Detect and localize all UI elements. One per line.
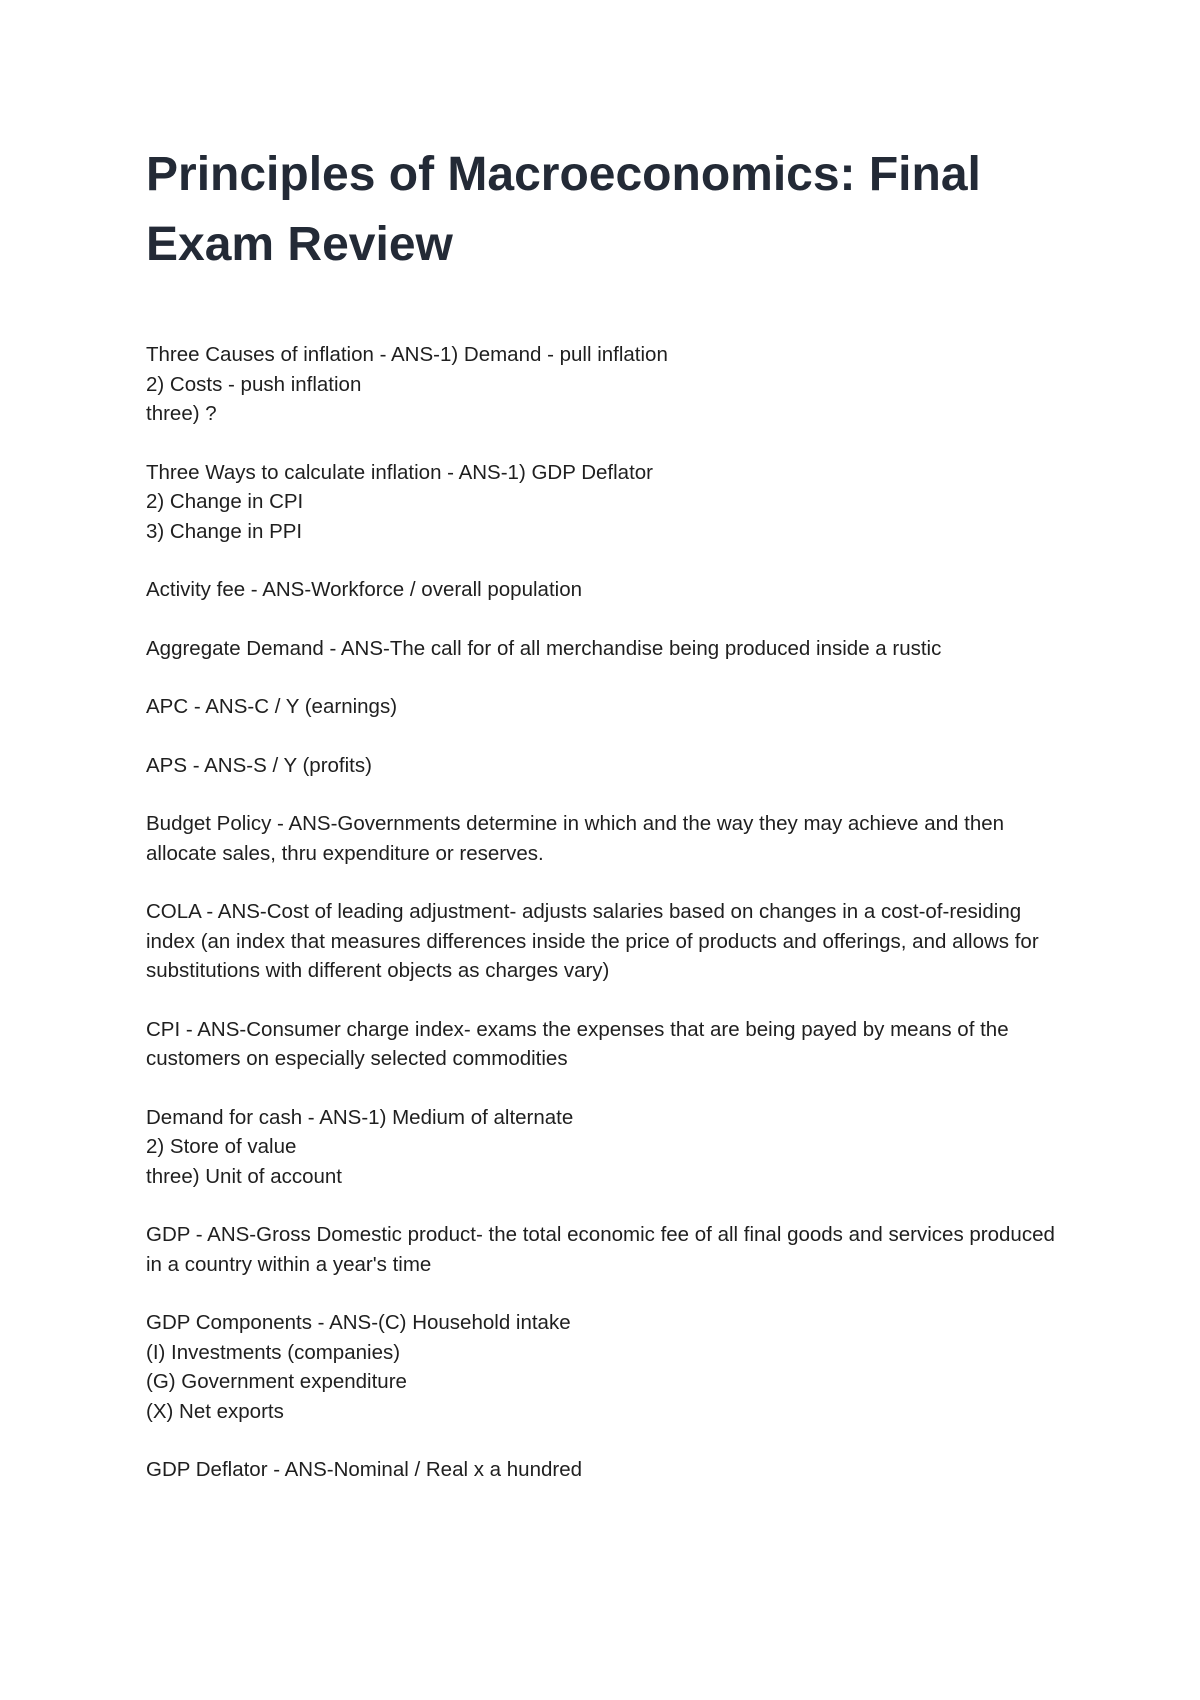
- entry-line: APC - ANS-C / Y (earnings): [146, 695, 398, 718]
- entry-line: COLA - ANS-Cost of leading adjustment- adjusts salaries based on changes in a cost-of-residing index (an index that measures differences inside the price of products and offerings, and allows for substitutions with different objects as charges vary): [146, 900, 1039, 982]
- entry-line: 2) Costs - push inflation: [146, 372, 362, 396]
- entry-causes-of-inflation: [146, 340, 1066, 429]
- entry-cpi: [146, 1015, 1066, 1074]
- entry-demand-for-cash: [146, 1103, 1066, 1192]
- entry-line: 3) Change in PPI: [146, 519, 303, 543]
- entry-line: GDP Deflator - ANS-Nominal / Real x a hundred: [146, 1458, 583, 1481]
- entry-line: GDP - ANS-Gross Domestic product- the total economic fee of all final goods and services produced in a country within a year's time: [146, 1223, 1055, 1276]
- entry-line: CPI - ANS-Consumer charge index- exams the expenses that are being payed by means of the customers on especially selected commodities: [146, 1017, 1009, 1070]
- entry-line: 2) Store of value: [146, 1135, 297, 1158]
- entry-aggregate-demand: [146, 634, 1066, 664]
- document-title: Principles of Macroeconomics: Final Exam Review: [146, 148, 981, 271]
- entry-line: Three Ways to calculate inflation - ANS-1) GDP Deflator: [146, 460, 654, 484]
- entry-line: Three Causes of inflation - ANS-1) Demand - pull inflation: [146, 343, 668, 366]
- entry-line: 2) Change in CPI: [146, 490, 304, 513]
- entry-cola: [146, 897, 1066, 986]
- entry-line: three) ?: [146, 402, 217, 425]
- entry-ways-to-calculate-inflation: [146, 458, 1066, 547]
- entry-line: Budget Policy - ANS-Governments determine in which and the way they may achieve and then allocate sales, thru expenditure or reserves.: [146, 812, 1005, 865]
- entry-activity-fee: [146, 575, 1066, 605]
- entry-line: APS - ANS-S / Y (profits): [146, 753, 372, 777]
- entry-line: GDP Components - ANS-(C) Household intake: [146, 1311, 571, 1334]
- entry-gdp-components: [146, 1308, 1066, 1426]
- entry-line: (G) Government expenditure: [146, 1370, 407, 1393]
- entry-line: Activity fee - ANS-Workforce / overall population: [146, 578, 582, 601]
- entry-line: (X) Net exports: [146, 1399, 284, 1423]
- entry-gdp-deflator: [146, 1455, 1066, 1485]
- entry-budget-policy: [146, 809, 1066, 868]
- entry-apc: [146, 692, 1066, 722]
- entry-aps: [146, 751, 1066, 781]
- entry-line: Demand for cash - ANS-1) Medium of alternate: [146, 1105, 574, 1129]
- entry-line: (I) Investments (companies): [146, 1340, 401, 1364]
- entry-gdp: [146, 1220, 1066, 1279]
- entry-line: three) Unit of account: [146, 1164, 342, 1188]
- entry-list: [146, 340, 1066, 1514]
- entry-line: Aggregate Demand - ANS-The call for of all merchandise being produced inside a rustic: [146, 636, 942, 660]
